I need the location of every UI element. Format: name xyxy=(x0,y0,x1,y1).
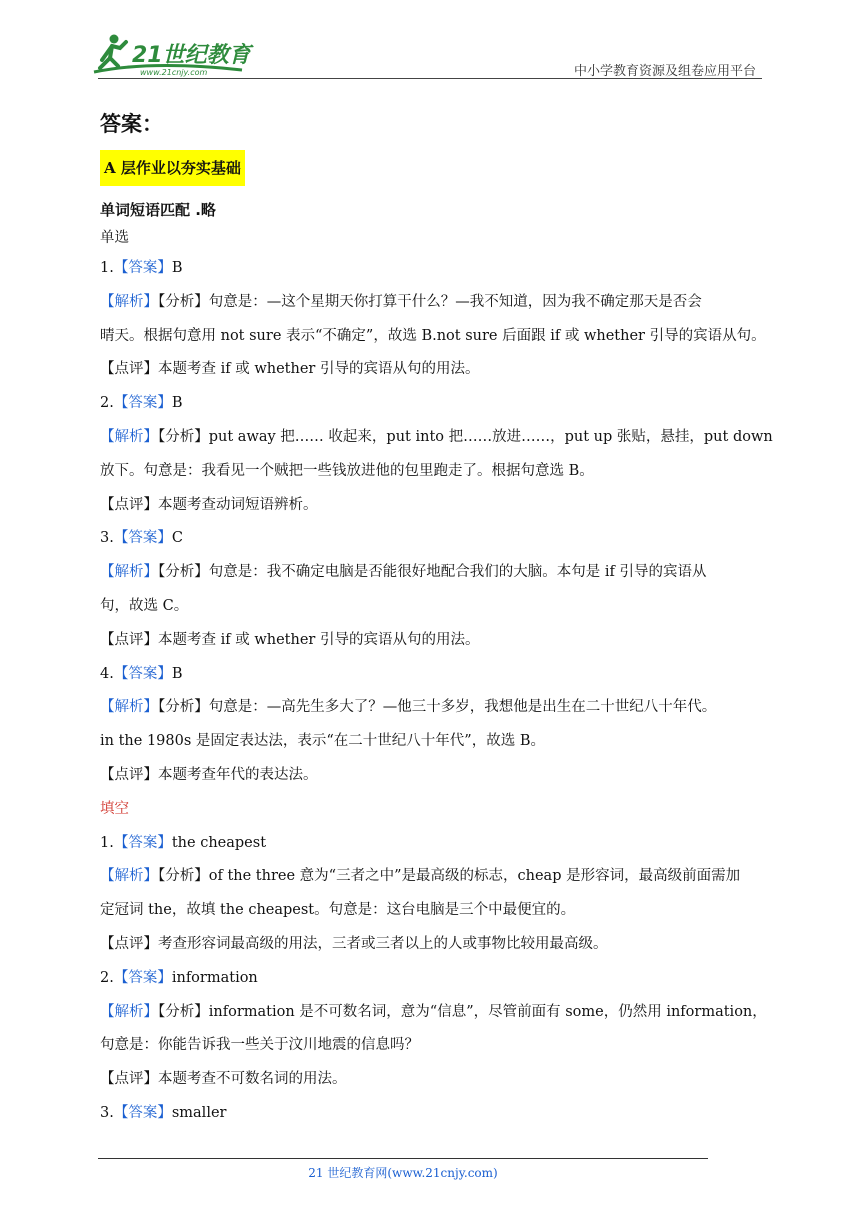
fb2-comment: 【点评】本题考查不可数名词的用法。 xyxy=(100,1071,347,1088)
sc2-analysis-2: 放下。句意是：我看见一个贼把一些钱放进他的包里跑走了。根据句意选 B。 xyxy=(100,462,594,479)
platform-name: 中小学教育资源及组卷应用平台 xyxy=(573,64,756,79)
sc1-answer: 1.【答案】B xyxy=(100,260,183,276)
fb1-analysis-2: 定冠词 the，故填 the cheapest。句意是：这台电脑是三个中最便宜的。 xyxy=(100,902,576,919)
section-word-match: 单词短语匹配 .略 xyxy=(100,201,216,219)
sc3-analysis: 【解析】【分析】句意是：我不确定电脑是否能很好地配合我们的大脑。本句是 if 引导的宾语从 xyxy=(100,564,707,581)
level-a-heading: A 层作业以夯实基础 xyxy=(100,150,245,186)
sc3-comment: 【点评】本题考查 if 或 whether 引导的宾语从句的用法。 xyxy=(100,631,480,648)
fb1-comment: 【点评】考查形容词最高级的用法，三者或三者以上的人或事物比较用最高级。 xyxy=(100,935,608,952)
header-divider xyxy=(98,78,762,79)
sc4-analysis-2: in the 1980s 是固定表达法，表示“在二十世纪八十年代”，故选 B。 xyxy=(100,733,545,750)
fb2-answer: 2.【答案】information xyxy=(100,969,258,986)
sc2-answer: 2.【答案】B xyxy=(100,395,183,412)
sc1-analysis-2: 晴天。根据句意用 not sure 表示“不确定”，故选 B.not sure 后面跟 if 或 whether 引导的宾语从句。 xyxy=(100,327,766,344)
fb3-answer: 3.【答案】smaller xyxy=(100,1104,227,1121)
svg-text:21世纪教育: 21世纪教育 xyxy=(132,43,251,68)
sc1-comment: 【点评】本题考查 if 或 whether 引导的宾语从句的用法。 xyxy=(100,361,480,378)
sc4-comment: 【点评】本题考查年代的表达法。 xyxy=(100,766,318,783)
sc4-analysis: 【解析】【分析】句意是：—高先生多大了？—他三十多岁，我想他是出生在二十世纪八十年代。 xyxy=(100,699,717,716)
section-single-choice: 单选 xyxy=(100,230,129,246)
fb1-analysis: 【解析】【分析】of the three 意为“三者之中”是最高级的标志，cheap 是形容词，最高级前面需加 xyxy=(100,868,741,885)
page-footer: 21 世纪教育网(www.21cnjy.com) xyxy=(308,1166,498,1180)
footer-divider xyxy=(98,1158,708,1159)
sc4-answer: 4.【答案】B xyxy=(100,665,183,682)
fb2-analysis: 【解析】【分析】information 是不可数名词，意为“信息”，尽管前面有 some，仍然用 information， xyxy=(100,1003,767,1020)
answer-heading: 答案： xyxy=(100,112,163,136)
logo xyxy=(92,30,262,80)
fb1-answer: 1.【答案】the cheapest xyxy=(100,834,267,851)
fb2-analysis-2: 句意是：你能告诉我一些关于汶川地震的信息吗？ xyxy=(100,1037,419,1054)
sc2-comment: 【点评】本题考查动词短语辨析。 xyxy=(100,496,318,513)
level-a-wrapper xyxy=(100,150,762,194)
document-body xyxy=(100,104,773,1131)
logo-runner-icon xyxy=(92,30,262,80)
sc2-analysis: 【解析】【分析】put away 把…… 收起来，put into 把……放进……，put up 张贴，悬挂，put down xyxy=(100,428,773,445)
svg-text:www.21cnjy.com: www.21cnjy.com xyxy=(140,68,208,77)
sc3-analysis-2: 句，故选 C。 xyxy=(100,597,189,614)
section-fill-blank: 填空 xyxy=(100,800,129,817)
page-header xyxy=(0,0,860,90)
sc1-analysis: 【解析】【分析】句意是：—这个星期天你打算干什么？—我不知道，因为我不确定那天是否会 xyxy=(100,293,702,310)
sc3-answer: 3.【答案】C xyxy=(100,530,183,547)
